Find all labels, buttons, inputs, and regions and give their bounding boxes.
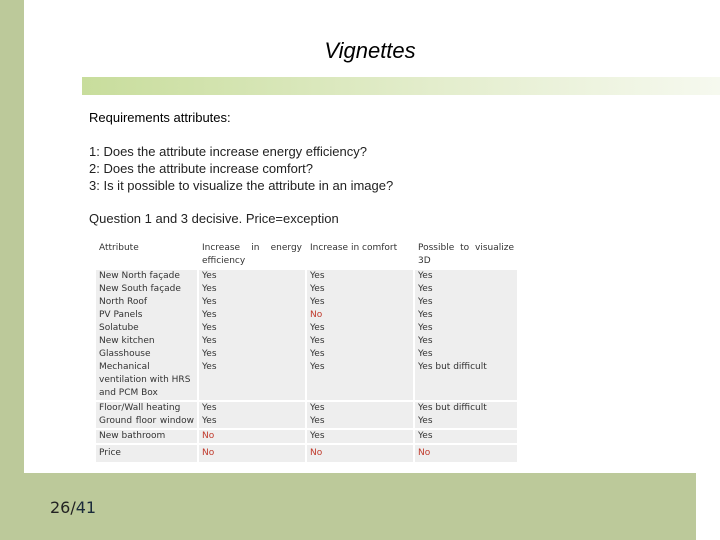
comfort-value: Yes [310, 362, 325, 372]
visualize-value: No [415, 445, 517, 462]
visualize-value: Yes but difficult [418, 403, 487, 413]
comfort-value: Yes [310, 336, 325, 346]
comfort-value: No [307, 445, 413, 462]
comfort-value: Yes [310, 323, 325, 333]
header-energy: Increase in energy efficiency [199, 242, 305, 268]
energy-value: No [199, 445, 305, 462]
visualize-cell [415, 402, 517, 428]
question-list [89, 143, 393, 194]
table-row [96, 445, 517, 462]
attribute-name: New North façade [99, 271, 180, 281]
comfort-value: Yes [310, 349, 325, 359]
visualize-value: Yes [418, 349, 433, 359]
table-row [96, 430, 517, 443]
visualize-value: Yes but difficult [418, 362, 487, 372]
attribute-name: New bathroom [96, 430, 197, 443]
visualize-value: Yes [415, 430, 517, 443]
question-item: 3: Is it possible to visualize the attribute in an image? [89, 178, 394, 193]
page-separator: / [70, 498, 76, 517]
attribute-name: Floor/Wall heating [99, 403, 181, 413]
energy-cell [199, 402, 305, 428]
energy-value: Yes [202, 362, 217, 372]
question-item: 1: Does the attribute increase energy efficiency? [89, 144, 367, 159]
energy-value: Yes [202, 271, 217, 281]
attributes-table [94, 240, 519, 464]
comfort-value: Yes [310, 416, 325, 426]
attribute-name: Ground floor window [99, 416, 194, 426]
visualize-value: Yes [418, 297, 433, 307]
visualize-cell [415, 270, 517, 400]
visualize-value: Yes [418, 416, 433, 426]
page-total: 41 [75, 498, 97, 517]
attribute-name: PV Panels [99, 310, 143, 320]
header-comfort: Increase in comfort [307, 242, 413, 268]
slide-title: Vignettes [324, 38, 416, 63]
comfort-value: Yes [307, 430, 413, 443]
left-frame-bar [0, 0, 24, 540]
energy-value: Yes [202, 310, 217, 320]
comfort-value: Yes [310, 271, 325, 281]
requirements-heading: Requirements attributes: [89, 110, 231, 125]
attribute-name: Mechanical ventilation with HRS and PCM Box [99, 362, 191, 398]
title-accent-bar [82, 77, 720, 95]
header-visualize: Possible to visualize 3D [415, 242, 517, 268]
page-current: 26 [50, 498, 71, 517]
energy-value: Yes [202, 416, 217, 426]
comfort-value: Yes [310, 297, 325, 307]
attribute-name: Glasshouse [99, 349, 151, 359]
attribute-name: North Roof [99, 297, 148, 307]
visualize-value: Yes [418, 310, 433, 320]
energy-value: Yes [202, 284, 217, 294]
energy-value: Yes [202, 336, 217, 346]
attribute-cell [96, 402, 197, 428]
comfort-value: Yes [310, 403, 325, 413]
comfort-value: Yes [310, 284, 325, 294]
comfort-cell [307, 270, 413, 400]
table-row [96, 270, 517, 400]
comfort-value: No [310, 310, 323, 320]
attribute-cell [96, 270, 197, 400]
attribute-name: New kitchen [99, 336, 155, 346]
attribute-name: New South façade [99, 284, 181, 294]
header-attribute: Attribute [96, 242, 197, 268]
table-header-row [96, 242, 517, 268]
attribute-name: Solatube [99, 323, 139, 333]
energy-value: No [199, 430, 305, 443]
visualize-value: Yes [418, 336, 433, 346]
visualize-value: Yes [418, 323, 433, 333]
energy-value: Yes [202, 403, 217, 413]
decisive-note: Question 1 and 3 decisive. Price=exception [89, 211, 339, 226]
table-row [96, 402, 517, 428]
energy-cell [199, 270, 305, 400]
energy-value: Yes [202, 349, 217, 359]
page-number [50, 498, 96, 517]
energy-value: Yes [202, 297, 217, 307]
visualize-value: Yes [418, 271, 433, 281]
energy-value: Yes [202, 323, 217, 333]
question-item: 2: Does the attribute increase comfort? [89, 161, 314, 176]
comfort-cell [307, 402, 413, 428]
visualize-value: Yes [418, 284, 433, 294]
attribute-name: Price [96, 445, 197, 462]
bottom-frame-bar [24, 473, 720, 540]
